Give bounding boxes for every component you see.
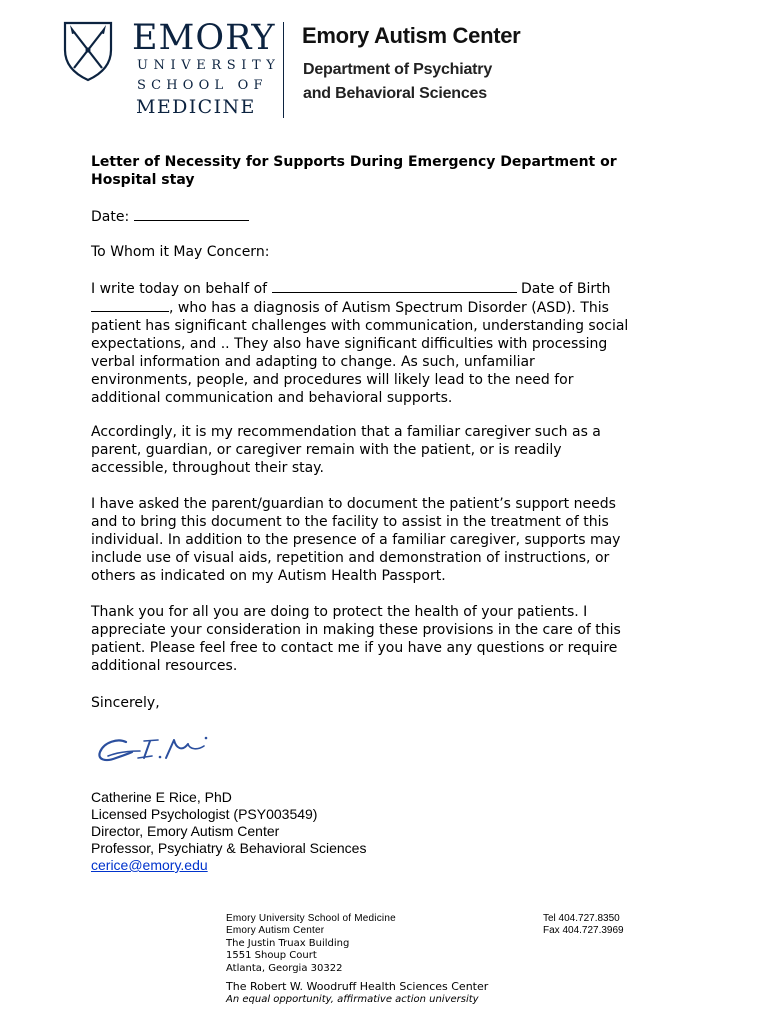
salutation: To Whom it May Concern:: [91, 244, 270, 260]
footer-health-center: The Robert W. Woodruff Health Sciences Center: [226, 980, 489, 993]
university-line: UNIVERSITY: [137, 58, 281, 73]
paragraph-line: I have asked the parent/guardian to document the patient’s support needs: [91, 496, 616, 512]
university-wordmark: EMORY: [132, 18, 276, 58]
dob-blank[interactable]: [91, 298, 169, 312]
letter-title: [91, 153, 691, 189]
signer-license: Licensed Psychologist (PSY003549): [91, 806, 318, 822]
title-line: Hospital stay: [91, 172, 195, 188]
footer-address: [226, 913, 396, 975]
department-line-1: Department of Psychiatry: [303, 61, 493, 78]
signer-email-link[interactable]: cerice@emory.edu: [91, 857, 208, 873]
date-row: [91, 207, 691, 226]
date-blank[interactable]: [134, 207, 249, 221]
date-label: Date:: [91, 209, 130, 225]
header-divider: [283, 22, 284, 118]
paragraph-line: additional communication and behavioral supports.: [91, 390, 453, 406]
signer-professor-title: Professor, Psychiatry & Behavioral Sciences: [91, 840, 367, 856]
footer-fax: Fax 404.727.3969: [543, 925, 624, 937]
signer-name: Catherine E Rice, PhD: [91, 789, 232, 805]
diagnosis-text: , who has a diagnosis of Autism Spectrum Disorder (ASD). This: [169, 300, 609, 316]
medicine-line: MEDICINE: [136, 96, 256, 118]
paragraph-line: additional resources.: [91, 658, 238, 674]
paragraph-line: parent, guardian, or caregiver remain with the patient, or is readily: [91, 442, 562, 458]
department-line-2: and Behavioral Sciences: [303, 85, 487, 102]
closing: Sincerely,: [91, 695, 160, 711]
paragraph-line: others as indicated on my Autism Health Passport.: [91, 568, 446, 584]
center-name: Emory Autism Center: [302, 23, 521, 48]
footer-line: Emory Autism Center: [226, 925, 325, 937]
paragraph-line: [91, 298, 691, 317]
paragraph-line: appreciate your consideration in making these provisions in the care of this: [91, 622, 621, 638]
handwritten-signature: [94, 732, 239, 768]
signer-block: [91, 789, 366, 874]
title-line: Letter of Necessity for Supports During Emergency Department or: [91, 154, 617, 170]
paragraph-1: [91, 279, 691, 407]
paragraph-line: Accordingly, it is my recommendation that a familiar caregiver such as a: [91, 424, 601, 440]
paragraph-line: Thank you for all you are doing to protect the health of your patients. I: [91, 604, 588, 620]
paragraph-line: individual. In addition to the presence of a familiar caregiver, supports may: [91, 532, 621, 548]
dob-label: Date of Birth: [521, 281, 611, 297]
paragraph-line: patient has significant challenges with communication, understanding social: [91, 318, 629, 334]
paragraph-line: patient. Please feel free to contact me if you have any questions or require: [91, 640, 618, 656]
paragraph-line: expectations, and .. They also have significant difficulties with processing: [91, 336, 608, 352]
paragraph-2: [91, 423, 691, 477]
footer-contact: [543, 913, 624, 938]
footer-line: The Justin Truax Building: [226, 937, 350, 949]
emory-shield-icon: [62, 20, 114, 82]
on-behalf-text: I write today on behalf of: [91, 281, 268, 297]
paragraph-3: [91, 495, 691, 585]
paragraph-line: and to bring this document to the facility to assist in the treatment of this: [91, 514, 609, 530]
footer-tel: Tel 404.727.8350: [543, 913, 620, 924]
paragraph-line: environments, people, and procedures will likely lead to the need for: [91, 372, 574, 388]
footer-line: Atlanta, Georgia 30322: [226, 962, 343, 974]
paragraph-4: [91, 603, 691, 675]
paragraph-line: verbal information and adapting to change. As such, unfamiliar: [91, 354, 535, 370]
patient-name-blank[interactable]: [272, 279, 517, 293]
paragraph-line: [91, 279, 691, 298]
paragraph-line: accessible, throughout their stay.: [91, 460, 324, 476]
footer-tagline: An equal opportunity, affirmative action university: [226, 994, 479, 1005]
footer-line: Emory University School of Medicine: [226, 913, 396, 924]
school-line: SCHOOL OF: [137, 78, 268, 93]
signer-director-title: Director, Emory Autism Center: [91, 823, 280, 839]
footer-line: 1551 Shoup Court: [226, 950, 317, 962]
paragraph-line: include use of visual aids, repetition and demonstration of instructions, or: [91, 550, 610, 566]
